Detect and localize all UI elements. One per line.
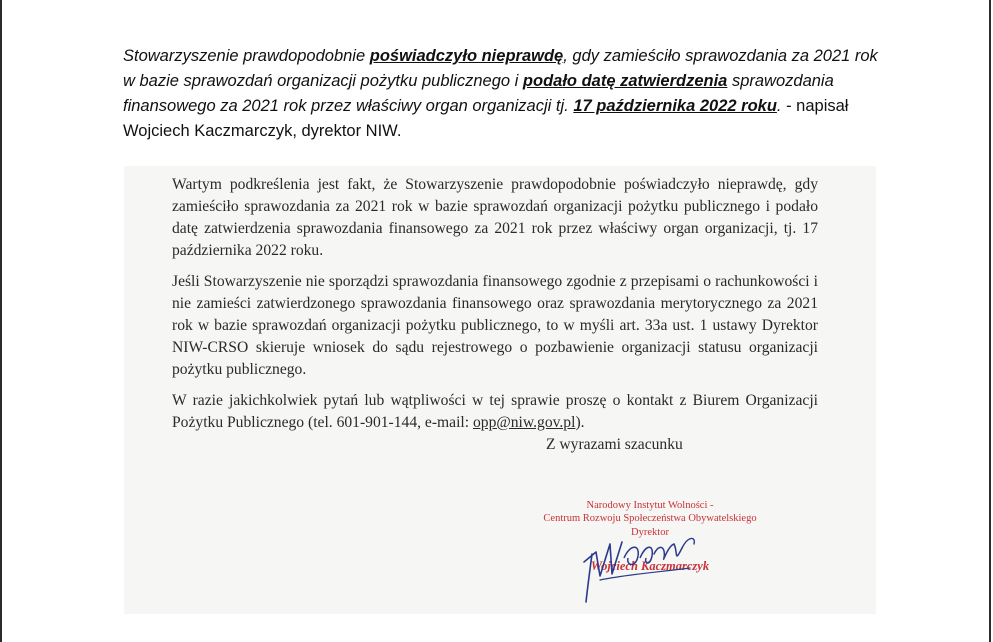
stamp-line-name: Wojciech Kaczmarczyk bbox=[590, 559, 710, 573]
letter-paragraph-3-end: ). bbox=[575, 414, 585, 431]
stamp-line-role: Dyrektor bbox=[631, 527, 669, 538]
scanned-letter bbox=[124, 166, 876, 614]
handwritten-signature bbox=[570, 514, 710, 604]
quote-text-2: , gdy zamieściło sprawozdania za 2021 rok w bazie sprawozdań organizacji pożytku publicznego i bbox=[123, 47, 878, 90]
quote-emphasis-3: 17 października 2022 roku bbox=[573, 97, 777, 115]
contact-email: opp@niw.gov.pl bbox=[473, 414, 576, 431]
stamp-line-institute: Narodowy Instytut Wolności - bbox=[586, 500, 714, 511]
stamp-line-centre: Centrum Rozwoju Społeczeństwa Obywatelskiego bbox=[543, 513, 757, 524]
letter-paragraph-3-text: W razie jakichkolwiek pytań lub wątpliwości w tej sprawie proszę o kontakt z Biurem Organizacji Pożytku Publicznego (tel. 601-901-144, e-mail: bbox=[172, 392, 818, 431]
quote-emphasis-2: podało datę zatwierdzenia bbox=[522, 72, 728, 90]
letter-paragraph-1: Wartym podkreślenia jest fakt, że Stowarzyszenie prawdopodobnie poświadczyło nieprawdę, gdy zamieściło sprawozdania za 2021 rok w bazie sprawozdań organizacji pożytku publicznego i podało datę zatwierdzenia sprawozdania finansowego za 2021 rok przez właściwy organ organizacji, tj. 17 października 2022 roku. bbox=[172, 176, 818, 259]
letter-closing: Z wyrazami szacunku bbox=[546, 436, 683, 453]
quote-text-4: . bbox=[776, 97, 782, 115]
letter-paragraph-2: Jeśli Stowarzyszenie nie sporządzi sprawozdania finansowego zgodnie z przepisami o rachunkowości i nie zamieści zatwierdzonego sprawozdania finansowego oraz sprawozdania merytorycznego za 2021 rok w bazie sprawozdań organizacji pożytku publicznego, to w myśli art. 33a ust. 1 ustawy Dyrektor NIW-CRSO skieruje wniosek do sądu rejestrowego o pozbawienie organizacji statusu organizacji pożytku publicznego. bbox=[172, 273, 818, 378]
quote-emphasis-1: poświadczyło nieprawdę bbox=[369, 47, 564, 65]
article-quote bbox=[123, 44, 883, 144]
right-frame-border bbox=[989, 0, 991, 642]
quote-text-3: sprawozdania finansowego za 2021 rok przez właściwy organ organizacji tj. bbox=[123, 72, 834, 115]
quote-attribution: - napisał Wojciech Kaczmarczyk, dyrektor NIW. bbox=[123, 97, 849, 140]
letter-body bbox=[172, 174, 818, 443]
left-frame-border bbox=[0, 0, 2, 642]
letter-paragraph-3 bbox=[172, 390, 818, 434]
quote-text-1: Stowarzyszenie prawdopodobnie bbox=[123, 47, 370, 65]
